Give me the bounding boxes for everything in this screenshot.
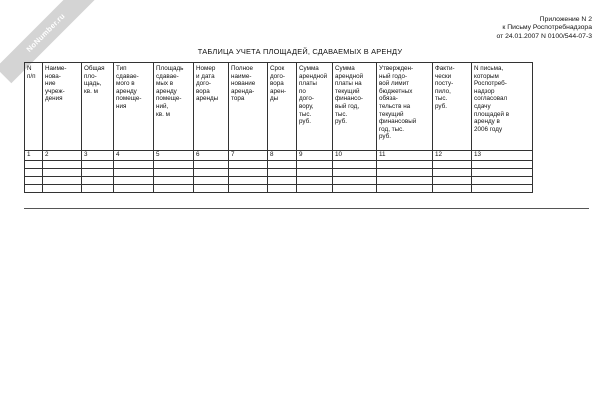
column-header-line: по (299, 87, 306, 95)
column-header-line: финансовый (379, 118, 417, 126)
column-header-line: Сумма (335, 65, 355, 72)
empty-cell (268, 161, 297, 169)
empty-cell (297, 161, 333, 169)
column-header-line: дого- (299, 95, 314, 103)
column-header-line: вый год, (335, 102, 360, 110)
empty-cell (229, 177, 268, 185)
separator-line (24, 208, 589, 209)
column-number-4: 4 (114, 151, 154, 161)
empty-cell (433, 169, 472, 177)
column-header-line: Номер (196, 65, 216, 72)
column-header-line: Полное (231, 65, 254, 72)
empty-cell (154, 185, 194, 193)
empty-cell (25, 169, 43, 177)
empty-cell (25, 177, 43, 185)
empty-cell (333, 177, 377, 185)
column-header-line: ды (270, 95, 279, 103)
empty-cell (333, 169, 377, 177)
empty-cell (43, 177, 82, 185)
column-header-line: Роспотреб- (474, 80, 507, 88)
watermark: NoNumber.ru (0, 0, 96, 83)
column-header-line: Срок (270, 65, 285, 72)
column-header-11 (377, 63, 433, 151)
column-header-line: пло- (84, 72, 97, 80)
column-number-6: 6 (194, 151, 229, 161)
empty-cell (333, 161, 377, 169)
column-header-6 (194, 63, 229, 151)
column-header-line: п/п (27, 72, 36, 80)
empty-cell (229, 169, 268, 177)
column-header-line: год, тыс. (379, 125, 405, 133)
column-header-line: Утвержден- (379, 65, 414, 72)
column-header-line: сдавае- (116, 72, 139, 80)
empty-cell (114, 185, 154, 193)
column-header-12 (433, 63, 472, 151)
column-header-line: мых в (156, 80, 174, 88)
column-header-line: Площадь (156, 65, 184, 72)
column-header-line: арендной (299, 72, 328, 80)
column-header-line: финансо- (335, 95, 363, 103)
column-header-line: чески (435, 72, 452, 80)
column-header-line: текущий (379, 110, 404, 118)
column-header-line: ние (45, 80, 56, 88)
column-header-9 (297, 63, 333, 151)
empty-cell (333, 185, 377, 193)
column-header-line: сдавае- (156, 72, 179, 80)
column-header-line: бюджетных (379, 87, 413, 95)
column-number-2: 2 (43, 151, 82, 161)
column-header-line: дого- (196, 80, 211, 88)
lease-table (24, 62, 533, 193)
column-header-line: помеще- (116, 95, 142, 103)
table-row (25, 169, 533, 177)
empty-cell (114, 169, 154, 177)
column-header-line: платы на (335, 80, 362, 88)
empty-cell (472, 169, 533, 177)
empty-cell (268, 185, 297, 193)
empty-cell (268, 177, 297, 185)
column-header-line: и дата (196, 72, 215, 80)
column-number-7: 7 (229, 151, 268, 161)
column-header-7 (229, 63, 268, 151)
empty-cell (433, 177, 472, 185)
empty-cell (229, 185, 268, 193)
column-header-line: арен- (270, 87, 287, 95)
table-row (25, 161, 533, 169)
column-header-line: тыс. (299, 110, 312, 118)
empty-cell (154, 177, 194, 185)
empty-cell (472, 161, 533, 169)
empty-cell (25, 161, 43, 169)
column-header-line: которым (474, 72, 499, 80)
column-number-13: 13 (472, 151, 533, 161)
column-header-line: тыс. (435, 95, 448, 103)
document-header (496, 16, 592, 41)
column-number-1: 1 (25, 151, 43, 161)
empty-cell (297, 177, 333, 185)
column-header-line: вора (270, 80, 284, 88)
empty-cell (377, 161, 433, 169)
empty-cell (472, 177, 533, 185)
column-number-8: 8 (268, 151, 297, 161)
column-header-line: посту- (435, 80, 454, 88)
column-header-line: вой лимит (379, 80, 409, 88)
table-row (25, 185, 533, 193)
column-number-11: 11 (377, 151, 433, 161)
column-header-line: ный годо- (379, 72, 408, 80)
column-header-line: руб. (435, 102, 448, 110)
empty-cell (433, 161, 472, 169)
appendix-label: Приложение N 2 (539, 16, 592, 23)
column-header-13 (472, 63, 533, 151)
letter-date-number: от 24.01.2007 N 0100/544-07-3 (496, 32, 592, 40)
column-number-3: 3 (82, 151, 114, 161)
column-header-line: Общая (84, 65, 105, 72)
empty-cell (194, 185, 229, 193)
column-header-line: руб. (379, 133, 392, 141)
column-header-line: ний, (156, 102, 169, 110)
column-header-line: щадь, (84, 80, 102, 88)
column-header-line: дого- (270, 72, 285, 80)
column-header-line: мого в (116, 80, 135, 88)
empty-cell (229, 161, 268, 169)
column-header-line: ния (116, 102, 127, 110)
column-header-2 (43, 63, 82, 151)
column-header-5 (154, 63, 194, 151)
table-title: ТАБЛИЦА УЧЕТА ПЛОЩАДЕЙ, СДАВАЕМЫХ В АРЕНДУ (197, 47, 403, 56)
header-row (25, 63, 533, 151)
empty-cell (297, 185, 333, 193)
column-number-12: 12 (433, 151, 472, 161)
column-header-3 (82, 63, 114, 151)
empty-cell (43, 185, 82, 193)
column-header-line: учреж- (45, 87, 65, 95)
column-header-8 (268, 63, 297, 151)
column-header-line: площадей в (474, 110, 510, 118)
column-number-10: 10 (333, 151, 377, 161)
empty-cell (472, 185, 533, 193)
column-header-line: аренду (116, 87, 137, 95)
column-header-10 (333, 63, 377, 151)
empty-cell (433, 185, 472, 193)
empty-cell (297, 169, 333, 177)
column-header-line: аренду в (474, 118, 500, 126)
column-header-line: Факти- (435, 65, 455, 72)
empty-cell (377, 185, 433, 193)
column-header-line: N (27, 65, 32, 72)
column-header-line: аренду (156, 87, 177, 95)
empty-cell (43, 161, 82, 169)
column-header-line: Наиме- (45, 65, 67, 72)
empty-cell (43, 169, 82, 177)
column-header-line: кв. м (84, 87, 98, 95)
column-header-line: сдачу (474, 102, 491, 110)
column-header-line: текущий (335, 87, 360, 95)
empty-cell (194, 177, 229, 185)
empty-cell (154, 161, 194, 169)
column-header-line: вора (196, 87, 210, 95)
column-header-line: руб. (299, 118, 312, 126)
column-number-5: 5 (154, 151, 194, 161)
empty-cell (377, 169, 433, 177)
column-header-line: пило, (435, 87, 451, 95)
empty-cell (25, 185, 43, 193)
letter-reference: к Письму Роспотребнадзора (502, 24, 592, 32)
column-header-line: 2006 году (474, 125, 503, 133)
column-header-line: арендной (335, 72, 364, 80)
column-header-line: надзор (474, 87, 495, 95)
empty-cell (82, 169, 114, 177)
empty-cell (268, 169, 297, 177)
empty-cell (114, 177, 154, 185)
column-header-line: тора (231, 95, 245, 103)
empty-cell (82, 185, 114, 193)
column-header-line: согласовал (474, 95, 508, 103)
column-header-line: нова- (45, 72, 61, 80)
empty-cell (194, 169, 229, 177)
empty-cell (82, 177, 114, 185)
column-header-line: обяза- (379, 95, 398, 103)
column-header-line: аренды (196, 95, 219, 103)
column-header-line: дения (45, 95, 63, 103)
column-number-row (25, 151, 533, 161)
column-header-line: платы (299, 80, 317, 88)
empty-cell (377, 177, 433, 185)
column-header-line: нование (231, 80, 256, 88)
table-row (25, 177, 533, 185)
column-header-line: руб. (335, 118, 348, 126)
column-header-line: аренда- (231, 87, 255, 95)
column-header-line: тыс. (335, 110, 348, 118)
column-header-4 (114, 63, 154, 151)
column-header-line: наиме- (231, 72, 252, 80)
empty-cell (114, 161, 154, 169)
column-header-line: N письма, (474, 65, 504, 72)
column-number-9: 9 (297, 151, 333, 161)
empty-cell (154, 169, 194, 177)
column-header-1 (25, 63, 43, 151)
empty-cell (82, 161, 114, 169)
column-header-line: вору, (299, 102, 314, 110)
empty-cell (194, 161, 229, 169)
column-header-line: Тип (116, 65, 127, 72)
column-header-line: Сумма (299, 65, 319, 72)
column-header-line: помеще- (156, 95, 182, 103)
column-header-line: тельств на (379, 102, 411, 110)
column-header-line: кв. м (156, 110, 170, 118)
